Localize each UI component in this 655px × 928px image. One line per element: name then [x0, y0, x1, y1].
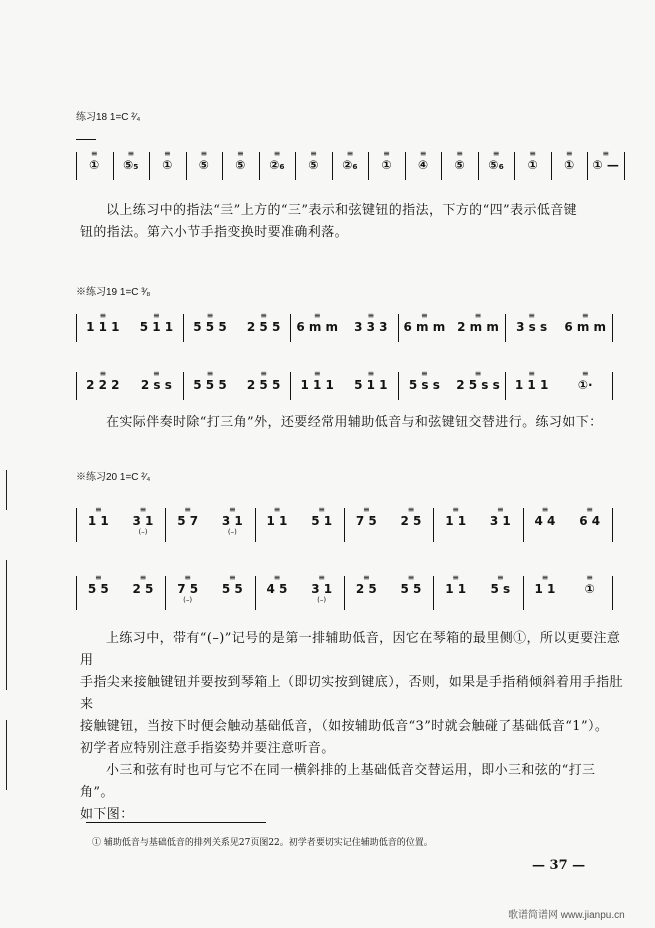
note-text: 1 1 1	[514, 378, 549, 392]
note-text: 5 5 5	[193, 378, 227, 392]
measure-note	[567, 506, 612, 528]
measure-note	[183, 370, 237, 392]
fingering-mark: ≡	[237, 149, 244, 158]
measure-note	[76, 312, 130, 334]
fingering-mark: ≡	[313, 369, 321, 378]
exercise-18-heading: 练习18 1=C ²⁄₄	[76, 112, 141, 123]
note-text: 5 1 1	[139, 320, 174, 334]
paragraph-1	[80, 200, 625, 244]
fingering-mark: ≡	[541, 573, 549, 582]
measure-note	[478, 574, 523, 596]
exercise-20-staff-row-2	[76, 574, 612, 614]
note-text: ①	[162, 158, 173, 172]
fingering-mark: ≡	[99, 311, 107, 320]
measure-note	[76, 506, 121, 528]
fingering-mark: ≡	[273, 149, 281, 158]
note-text: ②₆	[269, 158, 285, 172]
measure-note	[332, 150, 369, 172]
note-text: ①	[584, 582, 595, 596]
measure-note	[299, 506, 344, 528]
note-text: 5 5	[87, 582, 109, 596]
bar-line	[612, 576, 613, 610]
note-text: 3 1	[311, 582, 333, 596]
measure-note	[478, 506, 523, 528]
fingering-mark: ≡	[273, 573, 281, 582]
fingering-mark: ≡	[529, 149, 536, 158]
fingering-mark: ≡	[228, 573, 236, 582]
measure-note	[237, 312, 291, 334]
measure-note	[149, 150, 186, 172]
measure-note	[76, 150, 113, 172]
fingering-mark: ≡	[206, 311, 214, 320]
measure-note	[121, 506, 166, 536]
fingering-mark: ≡	[586, 573, 593, 582]
note-text: 1 1	[266, 514, 288, 528]
note-text: 6 m m	[403, 320, 446, 334]
watermark: 歌谱简谱网 www.jianpu.cn	[508, 910, 625, 921]
paragraph-2	[80, 412, 625, 434]
note-text: 3 3 3	[354, 320, 388, 334]
paragraph-line: 钮的指法。第六小节手指变换时要准确利落。	[80, 225, 349, 240]
measure-note	[368, 150, 405, 172]
note-text: ⑤	[454, 158, 465, 172]
fingering-mark: ≡	[421, 311, 428, 320]
measure-note	[255, 574, 300, 596]
measure-note	[186, 150, 223, 172]
measure-note	[183, 312, 237, 334]
measure-note	[130, 312, 184, 334]
fingering-mark: ≡	[602, 149, 610, 158]
measure-note	[76, 370, 130, 392]
bar-line	[612, 372, 613, 400]
bar-line	[612, 314, 613, 342]
note-text: 5 1 1	[354, 378, 388, 392]
fingering-mark: ≡	[419, 149, 427, 158]
note-text: ⑤	[235, 158, 246, 172]
note-text: ②₆	[342, 158, 358, 172]
measure-note	[405, 150, 442, 172]
paragraph-line: 小三和弦有时也可与它不在同一横斜排的上基础低音交替运用，即小三和弦的“打三角”。	[80, 763, 596, 800]
note-text: 1 1	[445, 514, 467, 528]
measure-note	[523, 574, 568, 596]
fingering-mark: ≡	[362, 573, 370, 582]
measure-note	[523, 506, 568, 528]
measure-note	[165, 574, 210, 604]
fingering-mark: ≡	[528, 369, 535, 378]
fingering-mark: ≡	[421, 369, 428, 378]
note-text: 2 5 s s	[456, 378, 500, 392]
note-text: ⑤	[198, 158, 209, 172]
footnote: ① 辅助低音与基础低音的排列关系见27页图22。初学者要切实记住辅助低音的位置。	[92, 838, 433, 848]
note-text: ①	[527, 158, 538, 172]
measure-note	[130, 370, 184, 392]
measure-note	[344, 506, 389, 528]
fingering-mark: ≡	[474, 311, 482, 320]
fingering-mark: ≡	[228, 505, 236, 514]
note-text: 6 m m	[564, 320, 607, 334]
measure-note	[389, 574, 434, 596]
fingering-mark: ≡	[565, 149, 573, 158]
auxiliary-bass-mark: (–)	[317, 596, 327, 604]
note-text: 7 5	[355, 514, 377, 528]
fingering-mark: ≡	[474, 369, 482, 378]
fingering-mark: ≡	[94, 505, 102, 514]
measure-note	[398, 370, 452, 392]
measure-note	[210, 506, 255, 536]
note-text: 2 s s	[140, 378, 172, 392]
fingering-mark: ≡	[139, 573, 147, 582]
note-text: 5 7	[177, 514, 199, 528]
note-text: 6 m m	[296, 320, 339, 334]
fingering-mark: ≡	[94, 573, 102, 582]
bar-line	[624, 152, 625, 180]
fingering-mark: ≡	[541, 505, 549, 514]
fingering-mark: ≡	[90, 149, 98, 158]
measure-note	[121, 574, 166, 596]
fingering-mark: ≡	[496, 573, 504, 582]
note-text: 3 1	[221, 514, 243, 528]
paragraph-line: 初学者应特别注意手指姿势并要注意听音。	[80, 741, 335, 756]
measure-note	[290, 370, 344, 392]
fingering-mark: ≡	[496, 505, 504, 514]
measure-note	[514, 150, 551, 172]
measure-note	[299, 574, 344, 604]
measure-note	[76, 574, 121, 596]
note-text: ⑤	[308, 158, 319, 172]
note-text: 7 5	[177, 582, 199, 596]
fingering-mark: ≡	[407, 505, 415, 514]
measure-note	[210, 574, 255, 596]
measure-note	[433, 574, 478, 596]
note-text: 3 s s	[516, 320, 548, 334]
fingering-mark: ≡	[581, 369, 589, 378]
note-text: ⑤₆	[488, 158, 504, 172]
note-text: 2 2 2	[86, 378, 120, 392]
fingering-mark: ≡	[581, 311, 589, 320]
measure-note	[344, 312, 398, 334]
footnote-rule	[86, 822, 266, 823]
fingering-mark: ≡	[153, 369, 160, 378]
fingering-mark: ≡	[383, 149, 390, 158]
measure-note	[237, 370, 291, 392]
fingering-mark: ≡	[139, 505, 147, 514]
fingering-mark: ≡	[367, 311, 375, 320]
paragraph-line: 接触键钮，当按下时便会触动基础低音，（如按辅助低音“3”时就会触碰了基础低音“1”）。	[80, 719, 609, 734]
fingering-mark: ≡	[456, 149, 463, 158]
note-text: 1 1	[534, 582, 556, 596]
measure-note	[389, 506, 434, 528]
fingering-mark: ≡	[163, 149, 171, 158]
fingering-mark: ≡	[127, 149, 135, 158]
measure-note	[558, 370, 612, 392]
measure-note	[295, 150, 332, 172]
fingering-mark: ≡	[99, 369, 107, 378]
note-text: ①	[564, 158, 575, 172]
margin-mark	[6, 560, 7, 690]
fingering-mark: ≡	[260, 369, 267, 378]
auxiliary-bass-mark: (–)	[138, 528, 148, 536]
auxiliary-bass-mark: (–)	[183, 596, 193, 604]
note-text: ① —	[592, 158, 619, 172]
note-text: 3 1	[132, 514, 154, 528]
fingering-mark: ≡	[362, 505, 370, 514]
note-text: 5 5 5	[193, 320, 227, 334]
note-text: 4 4	[534, 514, 556, 528]
exercise-19-heading: ※练习19 1=C ³⁄₈	[76, 287, 151, 298]
note-text: ①·	[577, 378, 593, 392]
note-text: 5 1	[311, 514, 333, 528]
fingering-mark: ≡	[452, 573, 459, 582]
fingering-mark: ≡	[318, 573, 325, 582]
exercise-19-staff-row-2	[76, 370, 612, 404]
note-text: 1 1 1	[300, 378, 334, 392]
note-text: ④	[417, 158, 429, 172]
fingering-mark: ≡	[313, 311, 321, 320]
note-text: 1 1	[445, 582, 467, 596]
measure-note	[222, 150, 259, 172]
bar-line	[612, 508, 613, 542]
note-text: 2 m m	[457, 320, 499, 334]
paragraph-line: 如下图：	[80, 807, 134, 822]
measure-note	[290, 312, 344, 334]
note-text: 5 5	[400, 582, 422, 596]
note-text: 3 1	[489, 514, 511, 528]
fingering-mark: ≡	[528, 311, 535, 320]
note-text: ⑤₅	[123, 158, 139, 172]
page-number: — 37 —	[532, 858, 586, 873]
fingering-mark: ≡	[452, 505, 459, 514]
measure-note	[344, 574, 389, 596]
fingering-mark: ≡	[153, 311, 160, 320]
note-text: 2 5	[400, 514, 422, 528]
measure-note	[567, 574, 612, 596]
note-text: 2 5	[132, 582, 154, 596]
exercise-20-heading: ※练习20 1=C ²⁄₄	[76, 472, 151, 483]
measure-note	[587, 150, 624, 172]
measure-note	[478, 150, 515, 172]
note-text: 2 5	[355, 582, 377, 596]
note-text: 1 1	[87, 514, 109, 528]
measure-note	[165, 506, 210, 528]
auxiliary-bass-mark: (–)	[227, 528, 237, 536]
measure-note	[551, 150, 588, 172]
note-text: 6 4	[579, 514, 601, 528]
measure-note	[433, 506, 478, 528]
measure-note	[558, 312, 612, 334]
fingering-mark: ≡	[367, 369, 375, 378]
paragraph-line: 在实际伴奏时除“打三角”外，还要经常用辅助低音与和弦键钮交替进行。练习如下：	[106, 415, 603, 430]
fingering-mark: ≡	[273, 505, 281, 514]
fingering-mark: ≡	[407, 573, 415, 582]
measure-note	[255, 506, 300, 528]
exercise-20-staff-row-1	[76, 506, 612, 546]
measure-note	[505, 312, 559, 334]
fingering-line	[76, 139, 96, 140]
fingering-mark: ≡	[184, 505, 191, 514]
measure-note	[441, 150, 478, 172]
exercise-19-staff-row-1	[76, 312, 612, 346]
measure-note	[451, 312, 505, 334]
fingering-mark: ≡	[492, 149, 500, 158]
exercise-18-staff	[76, 150, 624, 184]
note-text: 5 5	[221, 582, 243, 596]
note-text: ①	[89, 158, 100, 172]
measure-note	[451, 370, 505, 392]
fingering-mark: ≡	[260, 311, 267, 320]
fingering-mark: ≡	[184, 573, 191, 582]
fingering-mark: ≡	[318, 505, 325, 514]
measure-note	[259, 150, 296, 172]
paragraph-line: 以上练习中的指法“亖”上方的“三”表示和弦键钮的指法，下方的“四”表示低音键	[106, 203, 578, 218]
paragraph-line: 手指尖来接触键钮并要按到琴箱上（即切实按到键底），否则，如果是手指稍倾斜着用手指肚来	[80, 675, 623, 712]
fingering-mark: ≡	[200, 149, 208, 158]
measure-note	[505, 370, 559, 392]
fingering-mark: ≡	[346, 149, 354, 158]
fingering-mark: ≡	[586, 505, 593, 514]
note-text: ①	[381, 158, 392, 172]
note-text: 2 5 5	[246, 320, 281, 334]
paragraph-3	[80, 628, 625, 826]
fingering-mark: ≡	[310, 149, 317, 158]
note-text: 2 5 5	[246, 378, 281, 392]
note-text: 5 s	[490, 582, 511, 596]
margin-mark	[6, 470, 7, 510]
note-text: 1 1 1	[86, 320, 120, 334]
measure-note	[344, 370, 398, 392]
note-text: 5 s s	[408, 378, 440, 392]
note-text: 4 5	[266, 582, 288, 596]
margin-mark	[6, 720, 7, 790]
paragraph-line: 上练习中，带有“(–)”记号的是第一排辅助低音，因它在琴箱的最里侧①，所以更要注意用	[80, 631, 621, 668]
measure-note	[113, 150, 150, 172]
fingering-mark: ≡	[206, 369, 214, 378]
measure-note	[398, 312, 452, 334]
